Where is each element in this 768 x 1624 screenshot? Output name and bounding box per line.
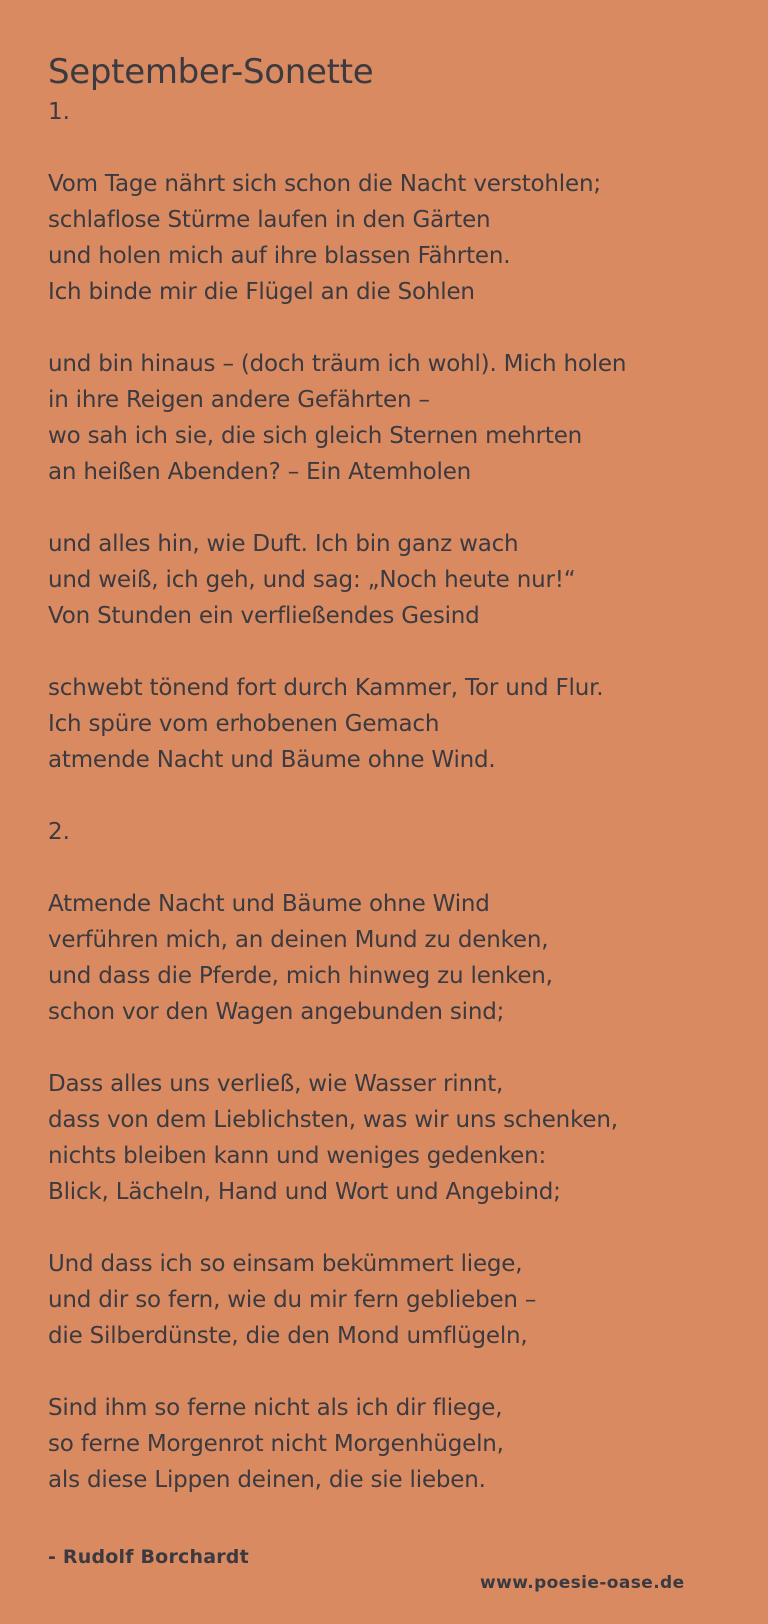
poem-line: so ferne Morgenrot nicht Morgenhügeln, [48,1431,504,1457]
stanza [48,526,728,634]
stanza [48,1066,728,1210]
stanza [48,886,728,1030]
poem-line: nichts bleiben kann und weniges gedenken: [48,1143,547,1169]
part-number: 2. [48,819,70,845]
poem-line: Vom Tage nährt sich schon die Nacht verstohlen; [48,171,601,197]
poem-line: dass von dem Lieblichsten, was wir uns schenken, [48,1107,618,1133]
poem-line: schwebt tönend fort durch Kammer, Tor und Flur. [48,675,604,701]
poem-line: und weiß, ich geh, und sag: „Noch heute nur!“ [48,567,576,593]
poem-line: Sind ihm so ferne nicht als ich dir fliege, [48,1395,503,1421]
website-credit: www.poesie-oase.de [480,1573,685,1593]
poem-line: und dir so fern, wie du mir fern geblieben – [48,1287,537,1313]
poem-line: als diese Lippen deinen, die sie lieben. [48,1467,486,1493]
poem-line: Von Stunden ein verfließendes Gesind [48,603,480,629]
stanza [48,1390,728,1498]
poem-line: Blick, Lächeln, Hand und Wort und Angebind; [48,1179,561,1205]
stanza [48,1246,728,1354]
poem-line: und holen mich auf ihre blassen Fährten. [48,243,511,269]
poem-line: und bin hinaus – (doch träum ich wohl). Mich holen [48,351,627,377]
poem-author: - Rudolf Borchardt [48,1546,249,1568]
poem-line: schon vor den Wagen angebunden sind; [48,999,505,1025]
poem-title: September-Sonette [48,52,374,92]
poem-line: atmende Nacht und Bäume ohne Wind. [48,747,496,773]
part-number: 1. [48,99,70,125]
poem-line: wo sah ich sie, die sich gleich Sternen mehrten [48,423,583,449]
poem-line: Dass alles uns verließ, wie Wasser rinnt, [48,1071,504,1097]
stanza [48,670,728,778]
poem-line: Atmende Nacht und Bäume ohne Wind [48,891,490,917]
stanza [48,166,728,310]
poem-line: verführen mich, an deinen Mund zu denken, [48,927,549,953]
poem-line: die Silberdünste, die den Mond umflügeln, [48,1323,528,1349]
poem-line: Und dass ich so einsam bekümmert liege, [48,1251,523,1277]
poem-line: Ich binde mir die Flügel an die Sohlen [48,279,475,305]
poem-line: in ihre Reigen andere Gefährten – [48,387,430,413]
poem-line: Ich spüre vom erhobenen Gemach [48,711,440,737]
poem-line: an heißen Abenden? – Ein Atemholen [48,459,472,485]
stanza [48,346,728,490]
poem-line: und alles hin, wie Duft. Ich bin ganz wach [48,531,519,557]
poem-container [48,50,728,1498]
poem-part-2 [48,814,728,1498]
poem-line: schlaflose Stürme laufen in den Gärten [48,207,491,233]
poem-line: und dass die Pferde, mich hinweg zu lenken, [48,963,553,989]
poem-part-1 [48,94,728,778]
